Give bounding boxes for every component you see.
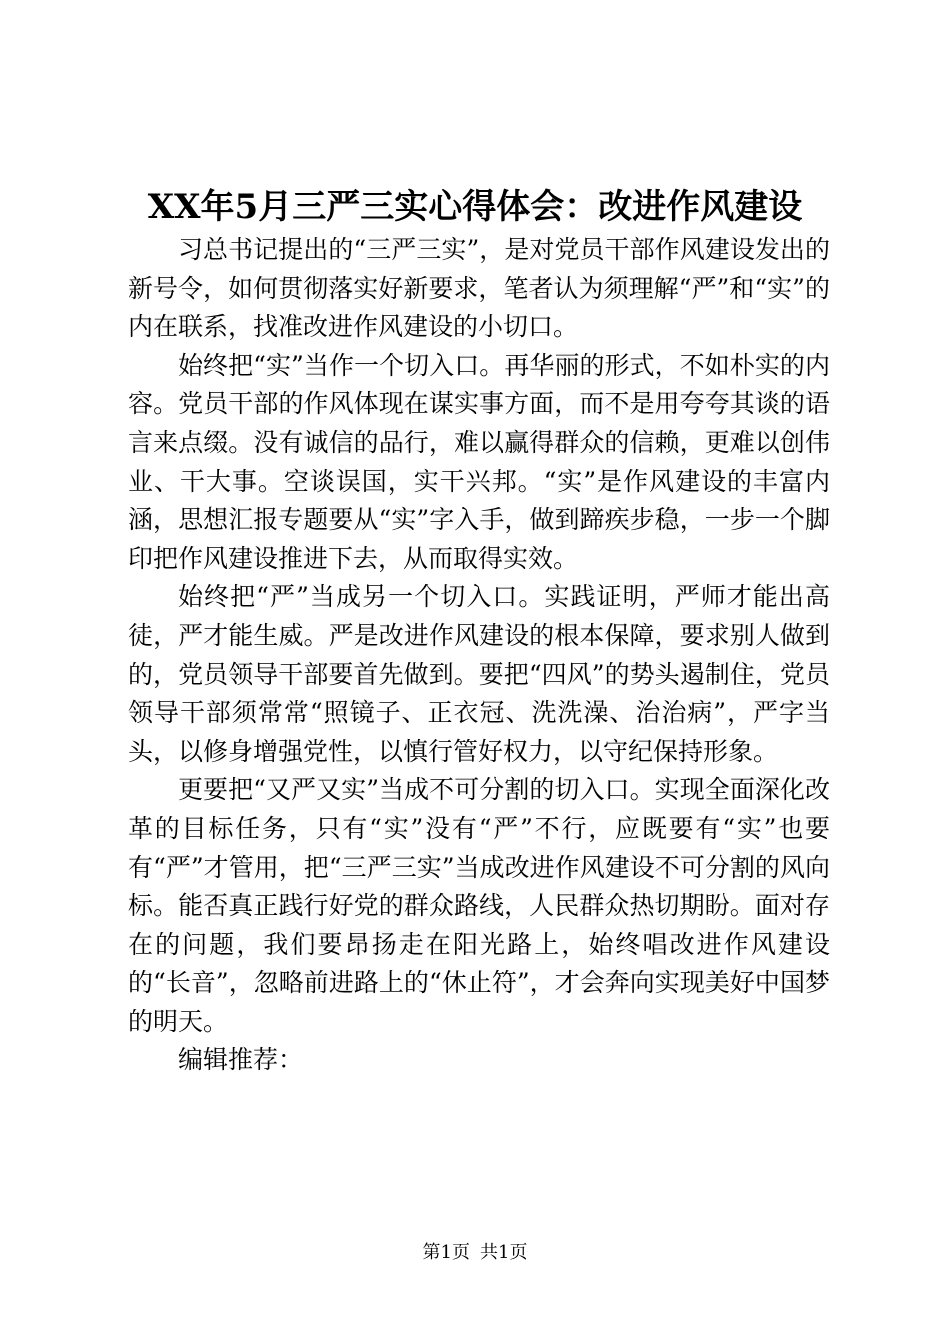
page-number-total: 共1页 [480, 1242, 528, 1263]
paragraph-shi: 始终把“实”当作一个切入口。再华丽的形式，不如朴实的内容。党员干部的作风体现在谋实事方面，而不是用夸夸其谈的语言来点缀。没有诚信的品行，难以赢得群众的信赖，更难以创伟业、干大事。空谈误国，实干兴邦。“实”是作风建设的丰富内涵，思想汇报专题要从“实”字入手，做到蹄疾步稳，一步一个脚印把作风建设推进下去，从而取得实效。 [128, 350, 830, 573]
paragraph-youyanyoushi: 更要把“又严又实”当成不可分割的切入口。实现全面深化改革的目标任务，只有“实”没有“严”不行，应既要有“实”也要有“严”才管用，把“三严三实”当成改进作风建设不可分割的风向标。能否真正践行好党的群众路线，人民群众热切期盼。面对存在的问题，我们要昂扬走在阳光路上，始终唱改进作风建设的“长音”，忽略前进路上的“休止符”，才会奔向实现美好中国梦的明天。 [128, 775, 830, 1036]
document-title: XX年5月三严三实心得体会：改进作风建设 [147, 187, 803, 227]
document-body [128, 231, 830, 1080]
page-footer [0, 1240, 950, 1266]
paragraph-editor-recommend: 编辑推荐： [178, 1045, 304, 1075]
paragraph-intro: 习总书记提出的“三严三实”，是对党员干部作风建设发出的新号令，如何贯彻落实好新要求，笔者认为须理解“严”和“实”的内在联系，找准改进作风建设的小切口。 [128, 235, 830, 342]
page-number-current: 第1页 [422, 1242, 470, 1263]
paragraph-yan: 始终把“严”当成另一个切入口。实践证明，严师才能出高徒，严才能生威。严是改进作风建设的根本保障，要求别人做到的，党员领导干部要首先做到。要把“四风”的势头遏制住，党员领导干部须常常“照镜子、正衣冠、洗洗澡、治治病”，严字当头，以修身增强党性，以慎行管好权力，以守纪保持形象。 [128, 582, 830, 766]
